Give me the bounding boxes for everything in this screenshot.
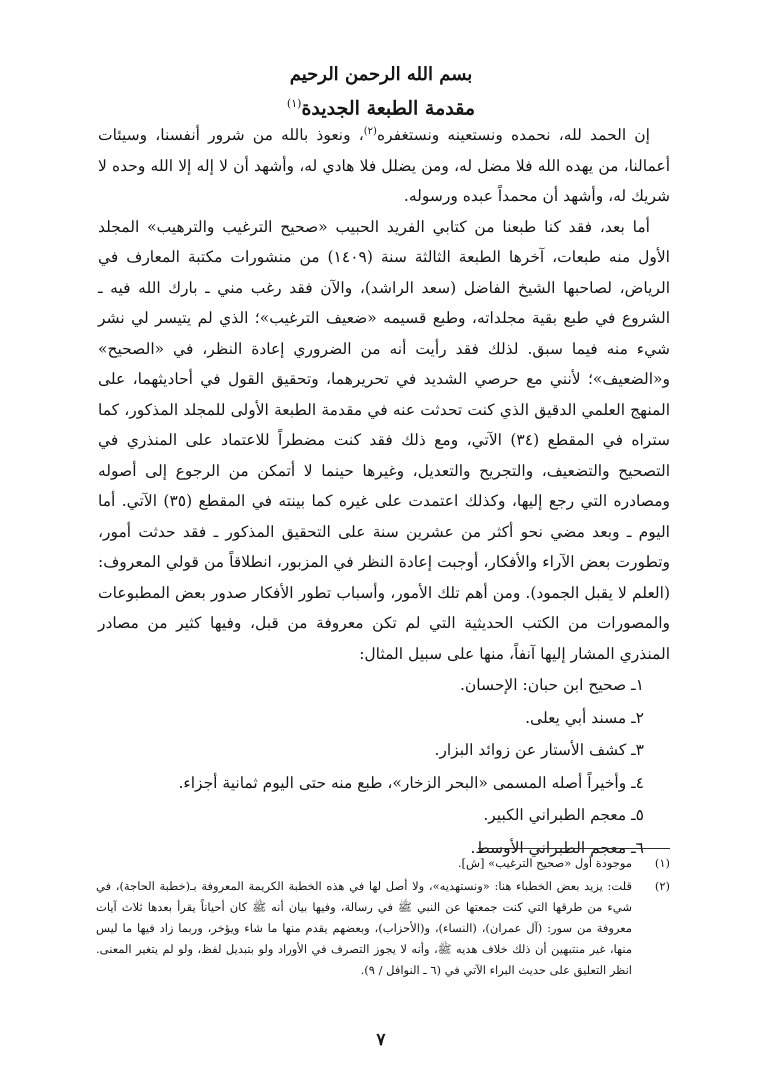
- footnote: [96, 876, 670, 981]
- list-item: ٢ـ مسند أبي يعلى.: [525, 708, 644, 727]
- footnote-number: (١): [654, 856, 670, 870]
- main-text: [98, 120, 670, 864]
- list-item: ٣ـ كشف الأستار عن زوائد البزار.: [434, 741, 644, 759]
- footnote: [96, 853, 670, 874]
- paragraph-opening: [98, 120, 670, 212]
- paragraph-opening-part1: إن الحمد لله، نحمده ونستعينه ونستغفره: [376, 126, 650, 144]
- footnotes: [96, 853, 670, 983]
- title-footnote-ref: (١): [286, 97, 302, 110]
- list-item: ١ـ صحيح ابن حبان: الإحسان.: [459, 676, 644, 694]
- list-item: ٦ـ معجم الطبراني الأوسط.: [470, 838, 644, 857]
- paragraph-opening-part2: ، ونعوذ بالله من شرور أنفسنا، وسيئات أعمالنا، من يهده الله فلا مضل له، ومن يضلل فلا هادي له، وأشهد أن لا إله إلا الله وحده لا شريك له، وأشهد أن محمداً عبده ورسوله.: [98, 126, 670, 205]
- footnote-number: (٢): [654, 879, 670, 893]
- page-title: [0, 90, 762, 122]
- footnote-text: موجودة أول «صحيح الترغيب» [ش].: [457, 856, 632, 870]
- page-number: ٧: [376, 1030, 386, 1050]
- sources-list: [98, 669, 670, 864]
- paragraph-opening-footnote-ref: (٢): [363, 125, 377, 137]
- footnote-text: قلت: يزيد بعض الخطباء هنا: «ونستهديه»، ولا أصل لها في هذه الخطبة الكريمة المعروفة بـ(خطبة الحاجة)، في شيء من طرقها التي كنت جمعتها عن النبي ﷺ في رسالة، وفيها بيان أنه ﷺ كان أحياناً يقرأ بعدها ثلاث آيات معروفة من سور: (آل عمران)، (النساء)، و(الأحزاب)، وبعضهم يقدم منها ما شاء ويؤخر، وربما زاد فيها ما ليس منها، غير منتبهين أن ذلك خلاف هديه ﷺ، وأنه لا يجوز التصرف في الأوراد ولو بتبديل لفظ، ولو لم يتغير المعنى. انظر التعليق على حديث البراء الآتي في (٦ ـ النوافل / ٩).: [96, 879, 632, 977]
- basmala-heading: بسم الله الرحمن الرحيم: [289, 64, 473, 85]
- list-item: ٥ـ معجم الطبراني الكبير.: [483, 806, 644, 824]
- footnote-separator: [478, 848, 670, 849]
- list-item: ٤ـ وأخيراً أصله المسمى «البحر الزخار»، طبع منه حتى اليوم ثمانية أجزاء.: [178, 773, 644, 792]
- paragraph-main: أما بعد، فقد كنا طبعنا من كتابي الفريد الحبيب «صحيح الترغيب والترهيب» المجلد الأول منه طبعات، آخرها الطبعة الثالثة سنة (١٤٠٩) من منشورات مكتبة المعارف في الرياض، لصاحبها الشيخ الفاضل (سعد الراشد)، والآن فقد رغب مني ـ بارك الله فيه ـ الشروع في طبع بقية مجلداته، وطبع قسيمه «ضعيف الترغيب»؛ الذي لم يتيسر لي نشر شيء منه فيما سبق. لذلك فقد رأيت أنه من الضروري إعادة النظر، في «الصحيح» و«الضعيف»؛ لأنني مع حرصي الشديد في تحريرهما، وتحقيق القول في أحاديثهما، على المنهج العلمي الدقيق الذي كنت تحدثت عنه في مقدمة الطبعة الأولى للمجلد المذكور، كما ستراه في المقطع (٣٤) الآتي، ومع ذلك فقد كنت مضطراً للاعتماد على المنذري في التصحيح والتضعيف، والتجريح والتعديل، وغيرها حينما لا أتمكن من الرجوع إلى أصوله ومصادره التي رجع إليها، وكذلك اعتمدت على غيره كما بينته في المقطع (٣٥) الآتي. أما اليوم ـ وبعد مضي نحو أكثر من عشرين سنة على التحقيق المذكور ـ فقد حدثت أمور، وتطورت بعض الآراء والأفكار، أوجبت إعادة النظر في المزبور، انطلاقاً من قولي المعروف: (العلم لا يقبل الجمود). ومن أهم تلك الأمور، وأسباب تطور الأفكار صدور بعض المطبوعات والمصورات من الكتب الحديثية التي لم تكن معروفة من قبل، وفيها كثير من مصادر المنذري المشار إليها آنفاً، منها على سبيل المثال:: [98, 217, 670, 663]
- title-text: مقدمة الطبعة الجديدة: [301, 97, 476, 120]
